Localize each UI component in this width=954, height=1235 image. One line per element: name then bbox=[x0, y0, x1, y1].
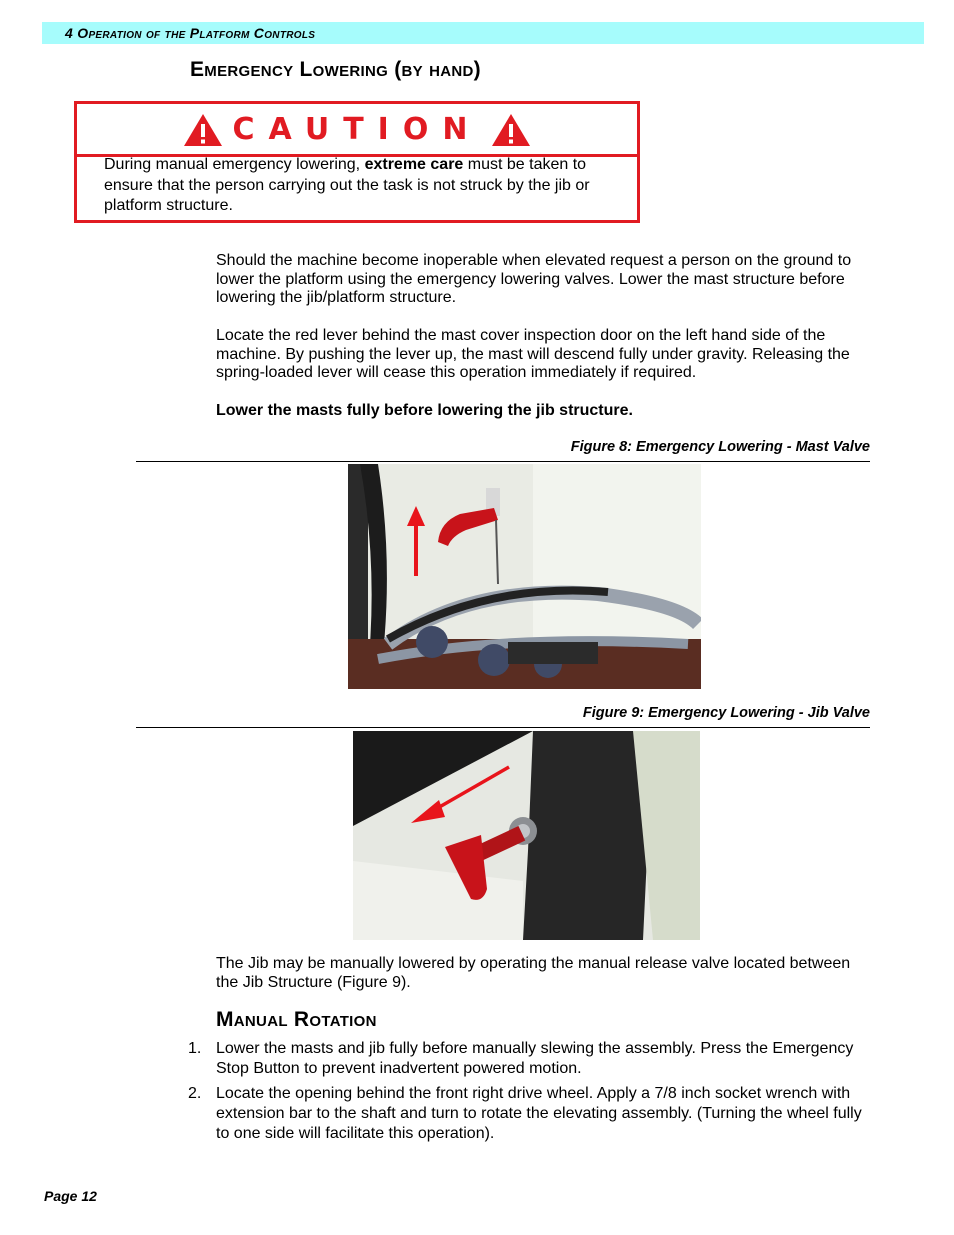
paragraph-jib-lowering: The Jib may be manually lowered by operating the manual release valve located between the Jib Structure (Figure 9). bbox=[216, 955, 851, 991]
figure-9-photo bbox=[353, 731, 700, 940]
figure-9-rule bbox=[136, 727, 870, 728]
caution-text: During manual emergency lowering, extreme care must be taken to ensure that the person carrying out the task is not struck by the jib or platform structure. bbox=[104, 156, 590, 214]
figure-8-rule bbox=[136, 461, 870, 462]
figure-9-caption: Figure 9: Emergency Lowering - Jib Valve bbox=[582, 705, 870, 721]
caution-title: CAUTION bbox=[232, 112, 482, 147]
warning-triangle-icon-right bbox=[491, 113, 531, 147]
page-number: Page 12 bbox=[44, 1188, 97, 1204]
caution-header bbox=[77, 104, 637, 157]
manual-rotation-steps bbox=[188, 1039, 878, 1149]
section-title-manual-rotation: Manual Rotation bbox=[216, 1008, 377, 1031]
figure-8-photo bbox=[348, 464, 701, 689]
warning-triangle-icon-left bbox=[183, 113, 223, 147]
running-header: 4 Operation of the Platform Controls bbox=[65, 25, 316, 41]
list-item: 1. Lower the masts and jib fully before manually slewing the assembly. Press the Emergency Stop Button to prevent inadvertent powered motion. bbox=[188, 1040, 854, 1077]
section-title-emergency-lowering: Emergency Lowering (by hand) bbox=[190, 58, 481, 81]
paragraph-red-lever: Locate the red lever behind the mast cover inspection door on the left hand side of the machine. By pushing the lever up, the mast will descend fully under gravity. Releasing the spring-loaded lever will cease this operation immediately if required. bbox=[216, 327, 850, 382]
caution-box bbox=[74, 101, 640, 223]
paragraph-inoperable: Should the machine become inoperable when elevated request a person on the ground to lower the platform using the emergency lowering valves. Lower the mast structure before lowering the jib/platform structure. bbox=[216, 252, 852, 307]
paragraph-lower-masts: Lower the masts fully before lowering the jib structure. bbox=[216, 402, 633, 419]
list-item: 2. Locate the opening behind the front right drive wheel. Apply a 7/8 inch socket wrench with extension bar to the shaft and turn to rotate the elevating assembly. (Turning the wheel fully to one side will facilitate this operation). bbox=[188, 1085, 862, 1142]
figure-8-caption: Figure 8: Emergency Lowering - Mast Valve bbox=[570, 439, 870, 455]
